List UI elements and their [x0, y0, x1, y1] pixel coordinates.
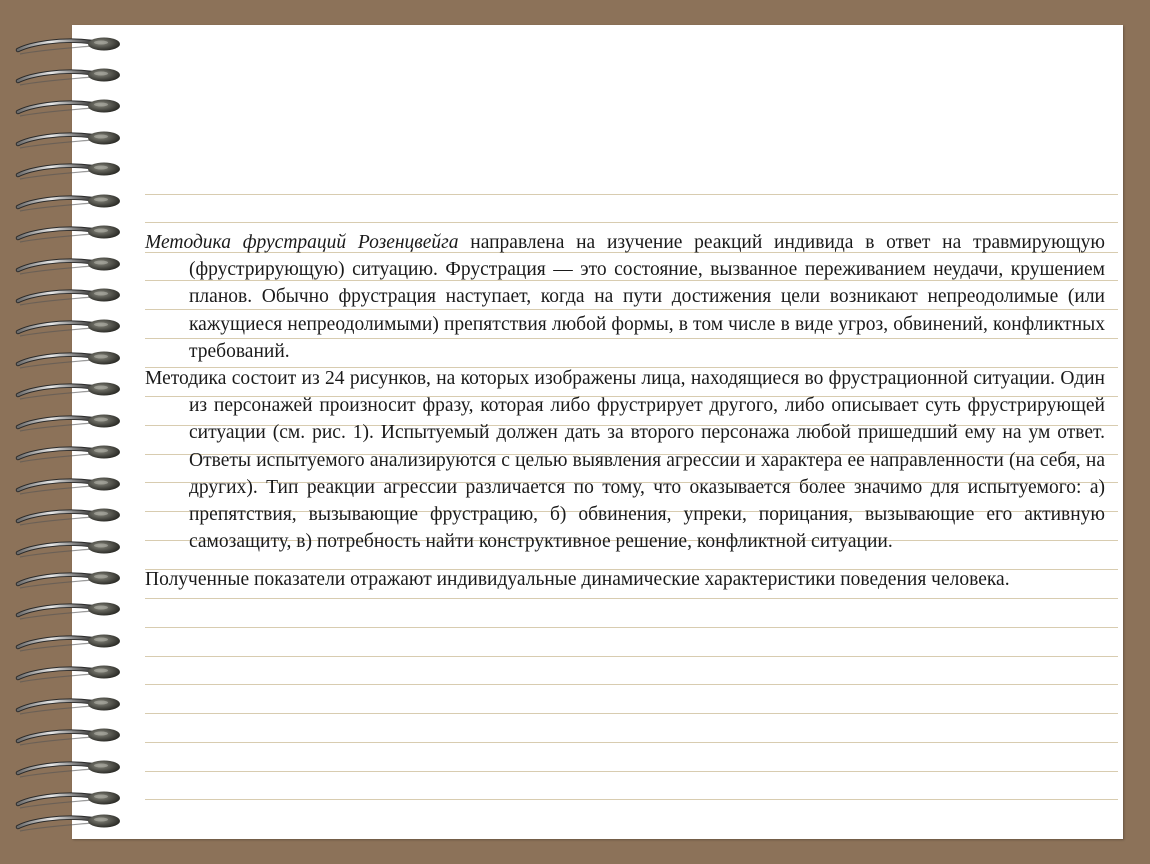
rule-line	[145, 656, 1118, 657]
rule-line	[145, 627, 1118, 628]
paragraph-text: направлена на изучение реакций индивида в ответ на травмирующую (фрустрирующую) ситуацию. Фрустрация — это состояние, вызванное переживанием неудачи, крушением планов. Обычно фрустрация наступает, когда на пути достижения цели возникают непреодолимые (или кажущиеся непреодолимыми) препятствия любой формы, в том числе в виде угроз, обвинений, конфликтных требований.	[189, 232, 1105, 362]
rule-line	[145, 194, 1118, 195]
paragraph-method-intro	[145, 229, 1105, 365]
paragraph-results: Полученные показатели отражают индивидуальные динамические характеристики поведения человека.	[145, 569, 1010, 591]
paragraph-gap	[145, 555, 1105, 566]
rule-line	[145, 771, 1118, 772]
rule-line	[145, 742, 1118, 743]
rule-line	[145, 713, 1118, 714]
rule-line	[145, 222, 1118, 223]
body-text	[145, 229, 1105, 594]
paragraph-method-structure: Методика состоит из 24 рисунков, на которых изображены лица, находящиеся во фрустрационной ситуации. Один из персонажей произносит фразу, которая либо фрустрирует другого, либо описывает суть фрустрирующей ситуации (см. рис. 1). Испытуемый должен дать за второго персонажа любой пришедший ему на ум ответ. Ответы испытуемого анализируются с целью выявления агрессии и характера ее направленности (на себя, на других). Тип реакции агрессии различается по тому, что оказывается более значимо для испытуемого: а) препятствия, вызывающие фрустрацию, б) обвинения, упреки, порицания, вызывающие его активную самозащиту, в) потребность найти конструктивное решение, конфликтной ситуации.	[145, 368, 1105, 553]
spiral-binding-icon	[0, 0, 140, 864]
rule-line	[145, 598, 1118, 599]
rule-line	[145, 684, 1118, 685]
rule-line	[145, 799, 1118, 800]
method-title: Методика фрустраций Розенцвейга	[145, 232, 459, 253]
